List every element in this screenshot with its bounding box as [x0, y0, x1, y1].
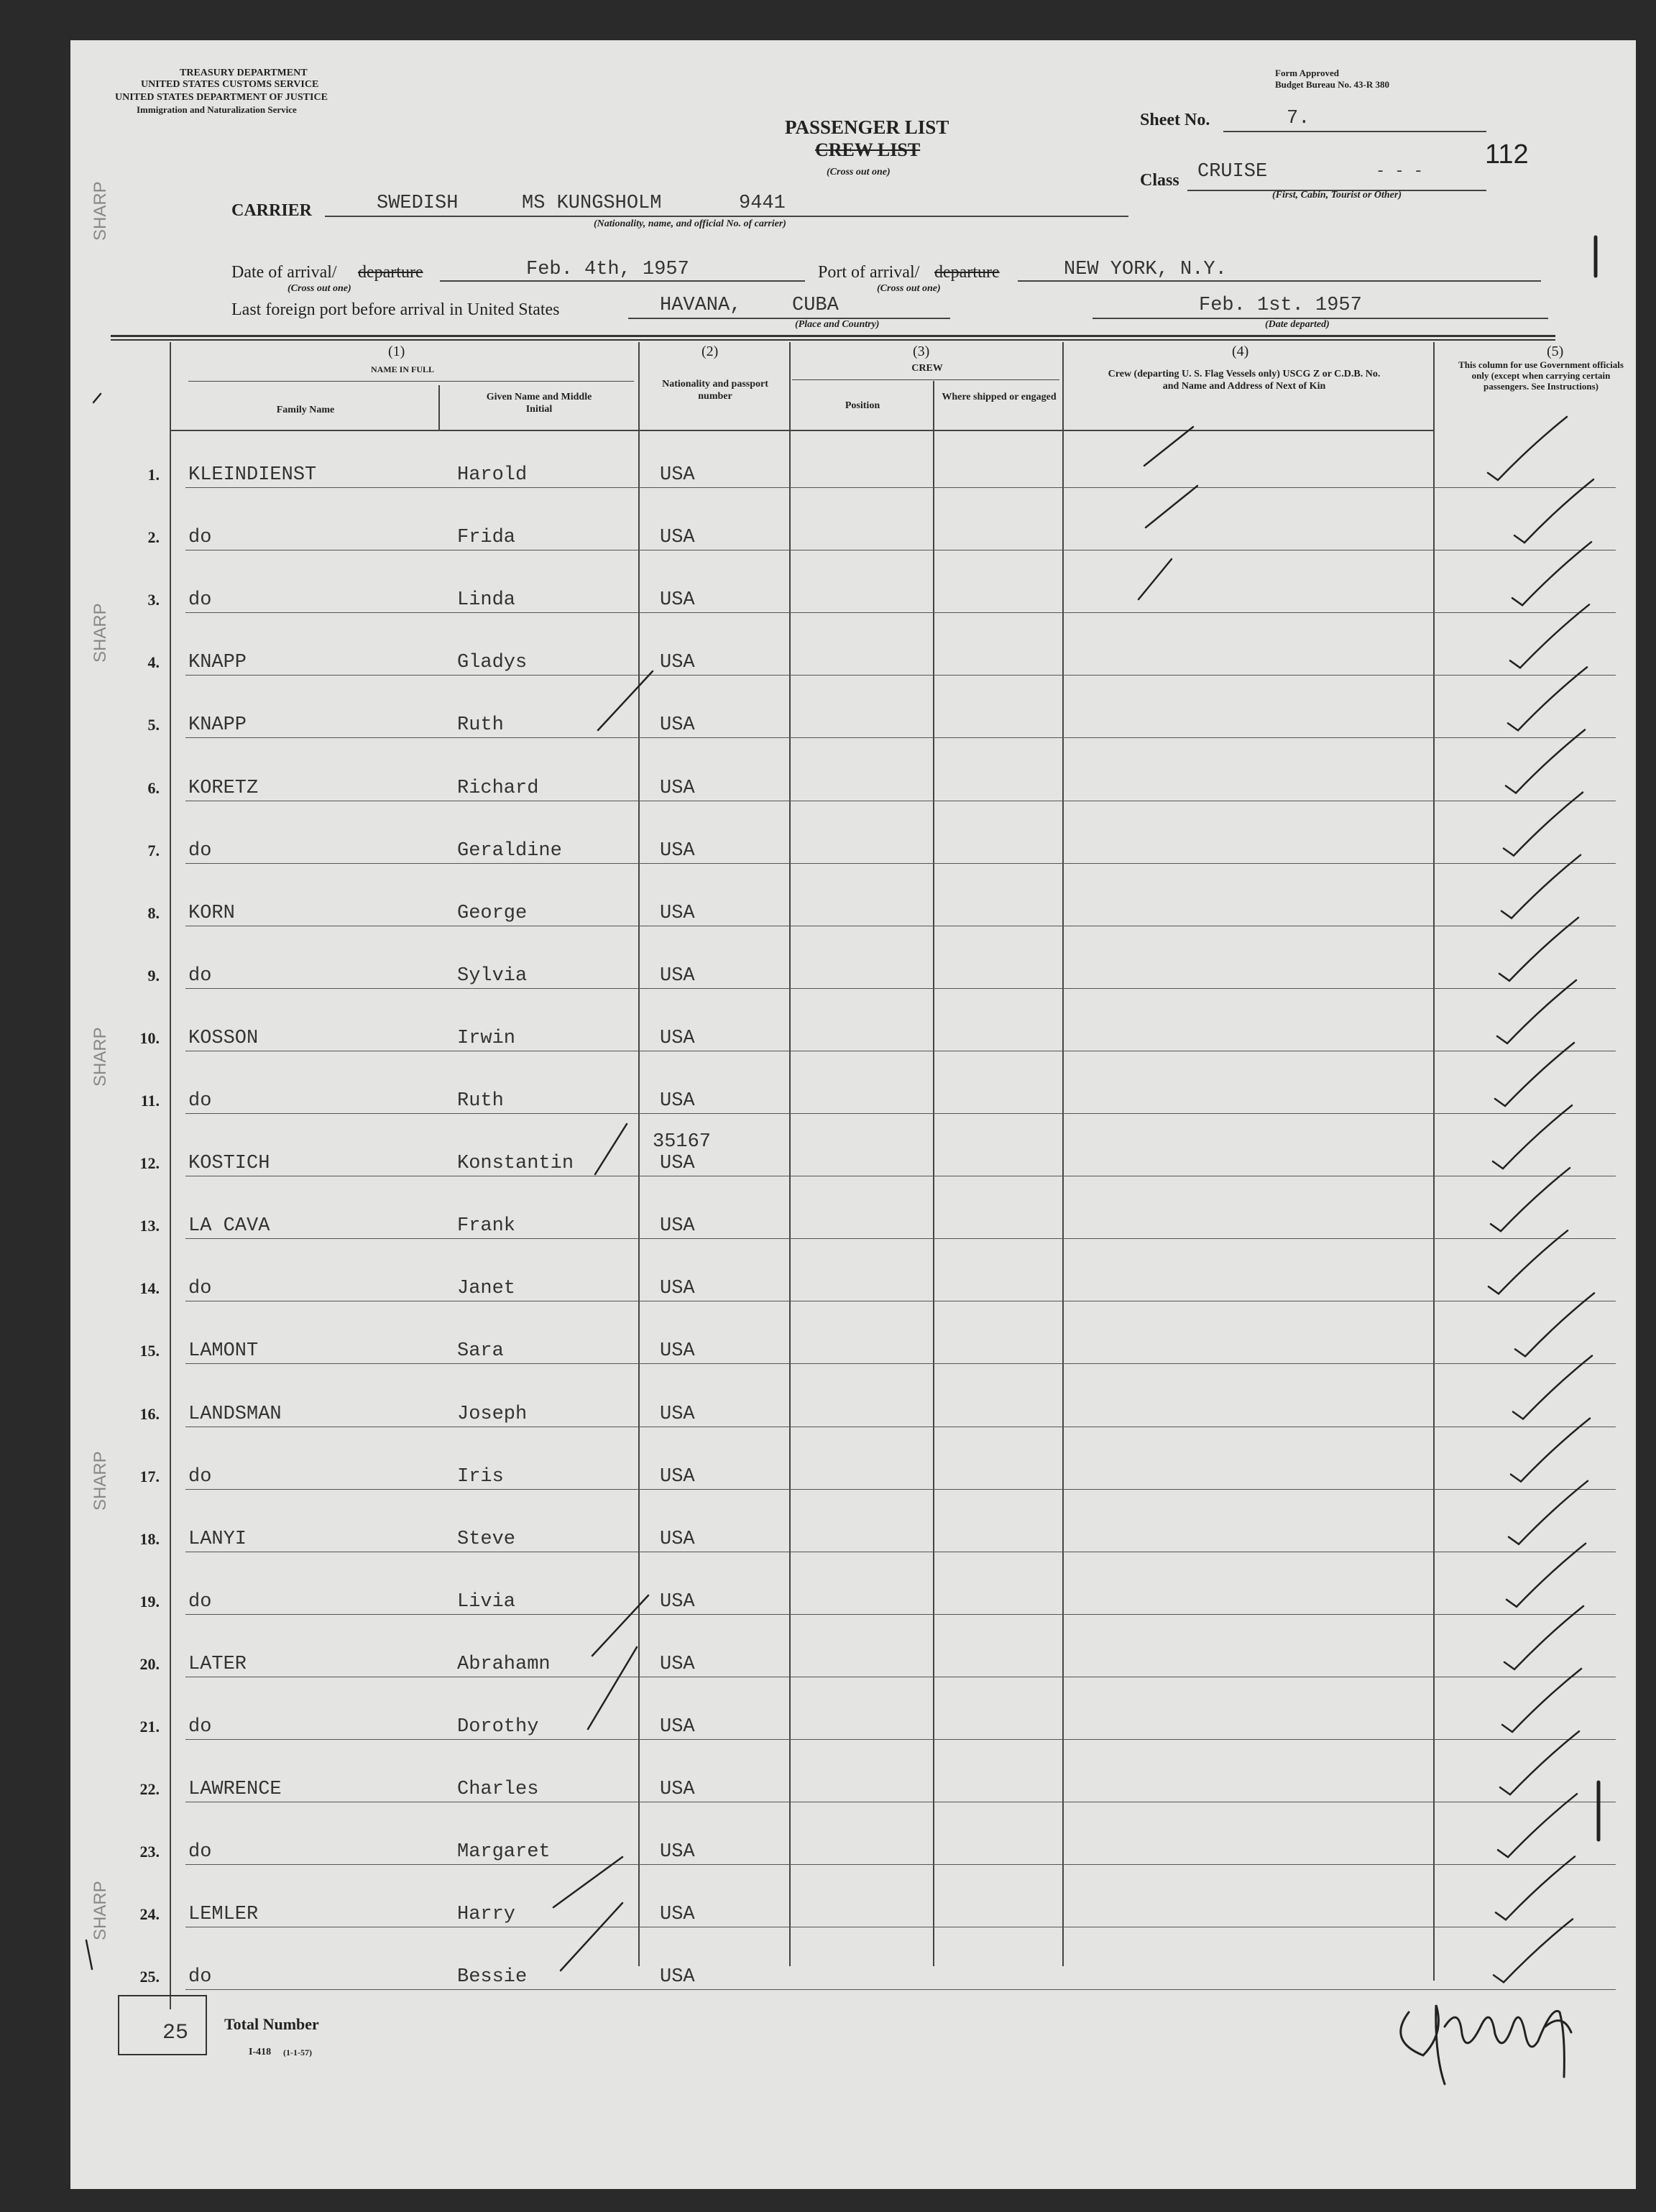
given-name: Bessie — [457, 1966, 528, 1988]
slash-mark — [1146, 486, 1197, 527]
col3-number: (3) — [913, 344, 930, 359]
signature — [1401, 2005, 1571, 2084]
arrival-port: NEW YORK, N.Y. — [1064, 259, 1227, 280]
arrival-date-label: Date of arrival/ — [231, 263, 337, 282]
row-number: 25. — [139, 1968, 160, 1986]
nationality: USA — [660, 714, 695, 736]
row-number: 18. — [139, 1530, 160, 1548]
check-mark — [1513, 1356, 1592, 1419]
margin-tick — [93, 394, 101, 402]
nationality: USA — [660, 1028, 695, 1049]
budget-bureau-number: Budget Bureau No. 43-R 380 — [1275, 79, 1390, 90]
given-name: Livia — [457, 1591, 516, 1613]
nationality: USA — [660, 1591, 695, 1613]
nationality-header: Nationality and passport number — [662, 379, 768, 402]
last-port-note: (Place and Country) — [795, 319, 880, 330]
check-mark — [1493, 1105, 1572, 1169]
row-number: 15. — [139, 1342, 160, 1360]
col2-number: (2) — [702, 344, 719, 359]
slash-mark — [1144, 427, 1193, 466]
given-name: Dorothy — [457, 1716, 539, 1738]
carrier-note: (Nationality, name, and official No. of carrier) — [594, 218, 786, 229]
class-dash: - - - — [1376, 162, 1424, 180]
nationality: USA — [660, 1404, 695, 1425]
given-name: Ruth — [457, 714, 504, 736]
col4-title: Crew (departing U. S. Flag Vessels only) USCG Z or C.D.B. No. and Name and Address of Next of Kin — [1108, 369, 1381, 392]
nationality: USA — [660, 1090, 695, 1112]
given-name: Konstantin — [457, 1153, 574, 1174]
position-header: Position — [845, 400, 880, 411]
arrival-port-struck: departure — [934, 263, 1000, 282]
family-name: do — [188, 1278, 212, 1299]
family-name: KOSSON — [188, 1028, 259, 1049]
family-name: LATER — [188, 1654, 247, 1675]
nationality: USA — [660, 840, 695, 862]
form-id: I-418 — [249, 2047, 272, 2057]
check-mark — [1514, 479, 1593, 543]
nationality: USA — [660, 527, 695, 548]
family-name: KOSTICH — [188, 1153, 270, 1174]
total-value: 25 — [162, 2021, 189, 2045]
sheet-number: 7. — [1287, 108, 1310, 129]
row-number: 3. — [147, 591, 160, 609]
given-name: Linda — [457, 589, 516, 611]
nationality: USA — [660, 464, 695, 486]
given-name: Ruth — [457, 1090, 504, 1112]
check-mark — [1509, 1481, 1588, 1544]
slash-mark — [588, 1647, 637, 1729]
given-name: Harold — [457, 464, 528, 486]
family-name: do — [188, 1090, 212, 1112]
family-name: LEMLER — [188, 1904, 259, 1925]
nationality: USA — [660, 652, 695, 673]
row-number: 4. — [147, 653, 160, 671]
nationality: USA — [660, 1529, 695, 1550]
family-name: LANDSMAN — [188, 1404, 282, 1425]
row-number: 19. — [139, 1593, 160, 1610]
given-name: Harry — [457, 1904, 516, 1925]
check-mark — [1502, 1669, 1581, 1732]
carrier-nationality: SWEDISH — [377, 193, 459, 214]
crew-header: CREW — [911, 363, 943, 374]
given-name: Gladys — [457, 652, 528, 673]
check-mark — [1504, 1606, 1583, 1669]
family-name: do — [188, 1591, 212, 1613]
given-name-header: Given Name and Middle Initial — [486, 392, 592, 415]
given-name: Sara — [457, 1340, 504, 1362]
col5-title: This column for use Government officials only (except when carrying certain passengers. See Instructions) — [1458, 359, 1624, 392]
nationality: USA — [660, 1966, 695, 1988]
col4-number: (4) — [1232, 344, 1249, 359]
row-number: 24. — [139, 1905, 160, 1923]
given-name: Richard — [457, 778, 539, 799]
family-name: KLEINDIENST — [188, 464, 317, 486]
carrier-label: CARRIER — [231, 201, 313, 220]
margin-stamp: SHARP — [91, 603, 110, 663]
last-port-date-note: (Date departed) — [1265, 319, 1330, 330]
given-name: Janet — [457, 1278, 516, 1299]
family-name: do — [188, 1841, 212, 1863]
row-number: 1. — [147, 466, 160, 484]
slash-mark — [553, 1857, 622, 1907]
given-name: Sylvia — [457, 965, 528, 987]
check-mark — [1506, 1544, 1586, 1607]
given-name: Geraldine — [457, 840, 562, 862]
carrier-number: 9441 — [739, 193, 786, 214]
title-note: (Cross out one) — [827, 167, 891, 178]
nationality: USA — [660, 903, 695, 924]
class-note: (First, Cabin, Tourist or Other) — [1272, 190, 1402, 201]
given-name: Frank — [457, 1215, 516, 1237]
total-label: Total Number — [224, 2015, 319, 2033]
class-value: CRUISE — [1197, 161, 1268, 183]
row-number: 5. — [147, 716, 160, 734]
check-mark — [1511, 1419, 1590, 1482]
page-number: 112 — [1485, 139, 1529, 170]
agency-line-1: TREASURY DEPARTMENT — [180, 68, 308, 78]
check-mark — [1500, 1731, 1579, 1794]
row-number: 16. — [139, 1405, 160, 1423]
row-number: 8. — [147, 904, 160, 922]
row-number: 2. — [147, 528, 160, 546]
check-mark — [1499, 918, 1578, 981]
carrier-name: MS KUNGSHOLM — [522, 193, 662, 214]
slash-mark — [598, 671, 653, 730]
col5-number: (5) — [1547, 344, 1564, 359]
check-mark — [1506, 730, 1585, 793]
row-number: 6. — [147, 779, 160, 797]
margin-stamp: SHARP — [91, 1451, 110, 1511]
row-number: 12. — [139, 1154, 160, 1172]
arrival-port-label: Port of arrival/ — [818, 263, 920, 282]
arrival-date-note: (Cross out one) — [288, 283, 351, 294]
nationality: USA — [660, 965, 695, 987]
family-name: LAWRENCE — [188, 1779, 282, 1800]
family-name: do — [188, 1716, 212, 1738]
row-number: 14. — [139, 1279, 160, 1297]
slash-mark — [592, 1595, 648, 1656]
row-number: 11. — [140, 1092, 160, 1110]
last-port-place: HAVANA, — [660, 295, 742, 316]
slash-mark — [561, 1903, 622, 1971]
given-name: Iris — [457, 1466, 504, 1488]
family-name: KNAPP — [188, 652, 247, 673]
form-approved: Form Approved — [1275, 68, 1339, 78]
family-name: do — [188, 527, 212, 548]
check-mark — [1494, 1919, 1573, 1982]
col1-title: NAME IN FULL — [370, 364, 434, 374]
check-mark — [1501, 855, 1581, 918]
shipped-header: Where shipped or engaged — [942, 392, 1057, 402]
arrival-date: Feb. 4th, 1957 — [526, 259, 689, 280]
family-name: KORN — [188, 903, 235, 924]
class-label: Class — [1140, 171, 1179, 190]
row-number: 17. — [139, 1467, 160, 1485]
given-name: Margaret — [457, 1841, 551, 1863]
family-name: KORETZ — [188, 778, 259, 799]
family-name: do — [188, 965, 212, 987]
arrival-port-note: (Cross out one) — [877, 283, 941, 294]
nationality: USA — [660, 778, 695, 799]
form-title-struck: CREW LIST — [815, 139, 921, 160]
nationality: USA — [660, 1153, 695, 1174]
last-port-date: Feb. 1st. 1957 — [1199, 295, 1362, 316]
margin-tick — [86, 1940, 92, 1969]
family-name: do — [188, 589, 212, 611]
nationality: USA — [660, 1466, 695, 1488]
nationality: USA — [660, 1716, 695, 1738]
row-number: 23. — [139, 1843, 160, 1861]
nationality: USA — [660, 1654, 695, 1675]
nationality: USA — [660, 1340, 695, 1362]
check-mark — [1497, 980, 1576, 1043]
row-number: 22. — [139, 1780, 160, 1798]
margin-stamp: SHARP — [91, 1027, 110, 1087]
check-mark — [1508, 667, 1587, 730]
given-name: George — [457, 903, 528, 924]
given-name: Joseph — [457, 1404, 528, 1425]
check-mark — [1496, 1856, 1575, 1920]
margin-stamp: SHARP — [91, 1881, 110, 1940]
check-mark — [1491, 1168, 1570, 1231]
row-number: 20. — [139, 1655, 160, 1673]
family-name: LA CAVA — [188, 1215, 270, 1237]
check-mark — [1498, 1794, 1577, 1857]
family-name: LAMONT — [188, 1340, 259, 1362]
check-mark — [1495, 1043, 1574, 1106]
family-name: do — [188, 1966, 212, 1988]
family-name: do — [188, 1466, 212, 1488]
passport-number: 35167 — [653, 1131, 712, 1153]
check-mark — [1489, 1230, 1568, 1294]
agency-line-2: UNITED STATES CUSTOMS SERVICE — [141, 79, 319, 90]
check-mark — [1515, 1293, 1594, 1356]
last-port-label: Last foreign port before arrival in United States — [231, 300, 560, 319]
last-port-country: CUBA — [792, 295, 839, 316]
family-name: KNAPP — [188, 714, 247, 736]
check-mark — [1510, 604, 1589, 668]
check-mark — [1488, 417, 1567, 480]
agency-line-3: UNITED STATES DEPARTMENT OF JUSTICE — [115, 92, 328, 103]
given-name: Abrahamn — [457, 1654, 551, 1675]
nationality: USA — [660, 589, 695, 611]
row-number: 9. — [147, 967, 160, 985]
check-mark — [1512, 542, 1591, 605]
nationality: USA — [660, 1215, 695, 1237]
nationality: USA — [660, 1841, 695, 1863]
slash-mark — [595, 1124, 627, 1174]
sheet-label: Sheet No. — [1140, 111, 1210, 129]
given-name: Steve — [457, 1529, 516, 1550]
row-number: 10. — [139, 1029, 160, 1047]
given-name: Irwin — [457, 1028, 516, 1049]
form-date: (1-1-57) — [283, 2047, 312, 2057]
agency-line-4: Immigration and Naturalization Service — [137, 104, 297, 115]
row-number: 13. — [139, 1217, 160, 1235]
col1-number: (1) — [388, 344, 405, 359]
slash-mark — [1138, 559, 1172, 599]
family-name: LANYI — [188, 1529, 247, 1550]
given-name: Frida — [457, 527, 516, 548]
form-title: PASSENGER LIST — [785, 116, 949, 138]
row-number: 21. — [139, 1718, 160, 1736]
family-name: do — [188, 840, 212, 862]
margin-stamp: SHARP — [91, 181, 110, 241]
nationality: USA — [660, 1904, 695, 1925]
nationality: USA — [660, 1779, 695, 1800]
check-mark — [1504, 793, 1583, 856]
arrival-date-struck: departure — [358, 263, 423, 282]
given-name: Charles — [457, 1779, 539, 1800]
family-name-header: Family Name — [276, 405, 335, 415]
row-number: 7. — [147, 842, 160, 860]
nationality: USA — [660, 1278, 695, 1299]
